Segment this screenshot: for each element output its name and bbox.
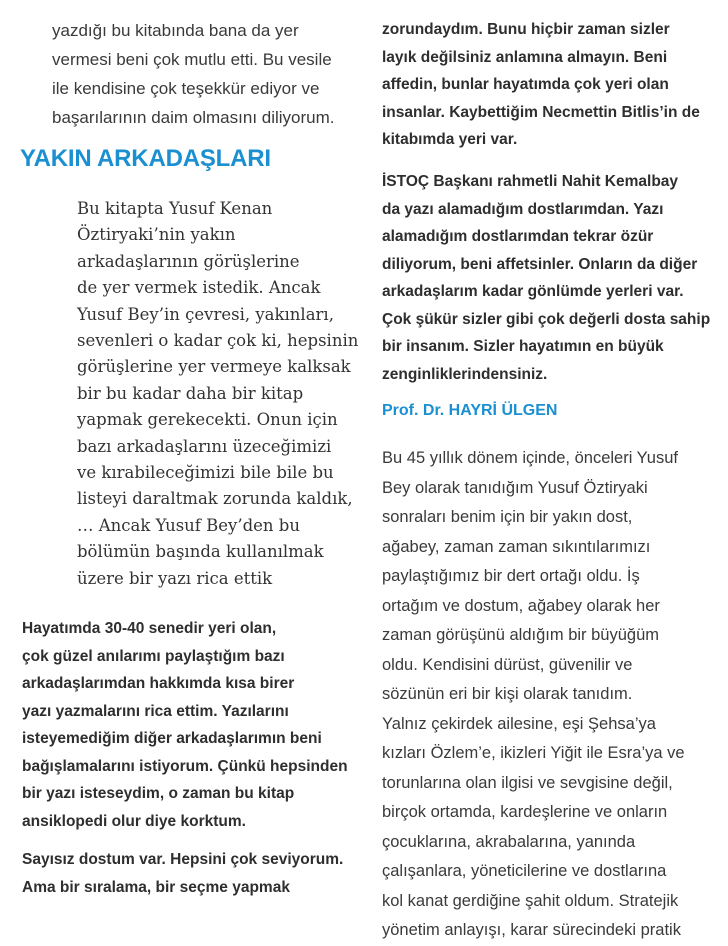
- text-line: oldu. Kendisini dürüst, güvenilir ve: [382, 655, 633, 674]
- intro-paragraph: [52, 16, 335, 132]
- text-line: yazı yazmalarını rica ettim. Yazılarını: [22, 702, 289, 720]
- text-line: yönetim anlayışı, karar sürecindeki pratik: [382, 921, 681, 939]
- text-line: zaman görüşünü aldığım bir büyüğüm: [382, 626, 659, 644]
- text-line: … Ancak Yusuf Bey’den bu: [77, 515, 300, 535]
- right-paragraph-1: [382, 16, 700, 154]
- text-line: Sayısız dostum var. Hepsini çok seviyorum.: [22, 851, 344, 868]
- text-line: zenginliklerindensiniz.: [382, 365, 548, 383]
- text-line: İSTOÇ Başkanı rahmetli Nahit Kemalbay: [382, 173, 679, 190]
- text-line: arkadaşlarım kadar gönlümde yerleri var.: [382, 283, 684, 300]
- text-line: görüşlerine yer vermeye kalksak: [77, 357, 351, 377]
- text-line: üzere bir yazı rica ettik: [77, 568, 273, 588]
- text-line: Ama bir sıralama, bir seçme yapmak: [22, 878, 290, 896]
- text-line: kızları Özlem’e, ikizleri Yiğit ile Esra’ya ve: [382, 744, 685, 762]
- text-line: yapmak gerekecekti. Onun için: [77, 410, 338, 430]
- section-title: YAKIN ARKADAŞLARI: [20, 145, 271, 172]
- text-line: Bey olarak tanıdığım Yusuf Öztiryaki: [382, 478, 648, 497]
- text-line: Yusuf Bey’in çevresi, yakınları,: [77, 304, 334, 324]
- right-paragraph-3: [382, 444, 685, 946]
- text-line: Çok şükür sizler gibi çok değerli dosta sahip: [382, 310, 711, 328]
- author-name: Prof. Dr. HAYRİ ÜLGEN: [382, 402, 558, 419]
- text-line: ağabey, zaman zaman sıkıntılarımızı: [382, 537, 651, 556]
- text-line: bir yazı isteseydim, o zaman bu kitap: [22, 785, 295, 802]
- text-line: da yazı alamadığım dostlarımdan. Yazı: [382, 200, 664, 218]
- text-line: listeyi daraltmak zorunda kaldık,: [77, 489, 353, 509]
- left-paragraph-1: [22, 615, 348, 835]
- text-line: Bu 45 yıllık dönem içinde, önceleri Yusuf: [382, 449, 678, 467]
- text-line: alamadığım dostlarımdan tekrar özür: [382, 228, 654, 245]
- text-line: bağışlamalarını istiyorum. Çünkü hepsinden: [22, 757, 348, 775]
- right-paragraph-2: [382, 168, 710, 388]
- text-line: kol kanat gerdiğine şahit oldum. Stratejik: [382, 891, 679, 910]
- text-line: isteyemediğim diğer arkadaşlarımın beni: [22, 730, 322, 747]
- text-line: ile kendisine çok teşekkür ediyor ve: [52, 79, 320, 98]
- text-line: ortağım ve dostum, ağabey olarak her: [382, 596, 660, 615]
- text-line: Hayatımda 30-40 senedir yeri olan,: [22, 620, 277, 637]
- text-line: çok güzel anılarımı paylaştığım bazı: [22, 647, 285, 665]
- text-line: Bu kitapta Yusuf Kenan: [77, 199, 273, 218]
- text-line: kitabımda yeri var.: [382, 131, 518, 148]
- text-line: zorundaydım. Bunu hiçbir zaman sizler: [382, 21, 670, 38]
- text-line: sevenleri o kadar çok ki, hepsinin: [77, 331, 359, 351]
- text-line: vermesi beni çok mutlu etti. Bu vesile: [52, 50, 332, 69]
- text-line: bölümün başında kullanılmak: [77, 542, 324, 562]
- text-line: sonraları benim için bir yakın dost,: [382, 508, 633, 526]
- text-line: Yalnız çekirdek ailesine, eşi Şehsa’ya: [382, 714, 656, 733]
- text-line: insanlar. Kaybettiğim Necmettin Bitlis’in de: [382, 103, 700, 121]
- text-line: bazı arkadaşlarını üzeceğimizi: [77, 436, 332, 456]
- text-line: başarılarının daim olmasını diliyorum.: [52, 108, 335, 127]
- text-line: bir bu kadar daha bir kitap: [77, 383, 304, 403]
- text-line: layık değilsiniz anlamına almayın. Beni: [382, 48, 668, 66]
- text-line: ansiklopedi olur diye korktum.: [22, 812, 246, 830]
- text-line: ve kırabileceğimizi bile bile bu: [77, 463, 334, 483]
- text-line: yazdığı bu kitabında bana da yer: [52, 21, 299, 40]
- text-line: de yer vermek istedik. Ancak: [77, 278, 321, 298]
- text-line: arkadaşlarımdan hakkımda kısa birer: [22, 675, 295, 692]
- text-line: diliyorum, beni affetsinler. Onların da diğer: [382, 255, 698, 273]
- text-line: bir insanım. Sizler hayatımın en büyük: [382, 338, 664, 355]
- text-line: birçok ortamda, kardeşlerine ve onların: [382, 803, 668, 821]
- text-line: torunlarına olan ilgisi ve sevgisine değil,: [382, 773, 673, 792]
- text-line: Öztiryaki’nin yakın: [77, 225, 236, 245]
- text-line: paylaştığımız bir dert ortağı oldu. İş: [382, 567, 640, 585]
- text-line: sözünün eri bir kişi olarak tanıdım.: [382, 685, 633, 703]
- text-line: çocuklarına, akrabalarına, yanında: [382, 832, 636, 851]
- text-line: affedin, bunlar hayatımda çok yeri olan: [382, 76, 669, 93]
- left-paragraph-2: [22, 846, 343, 901]
- text-line: çalışanlara, yöneticilerine ve dostlarına: [382, 862, 667, 880]
- text-line: arkadaşlarının görüşlerine: [77, 251, 300, 271]
- quote-paragraph: [77, 196, 358, 592]
